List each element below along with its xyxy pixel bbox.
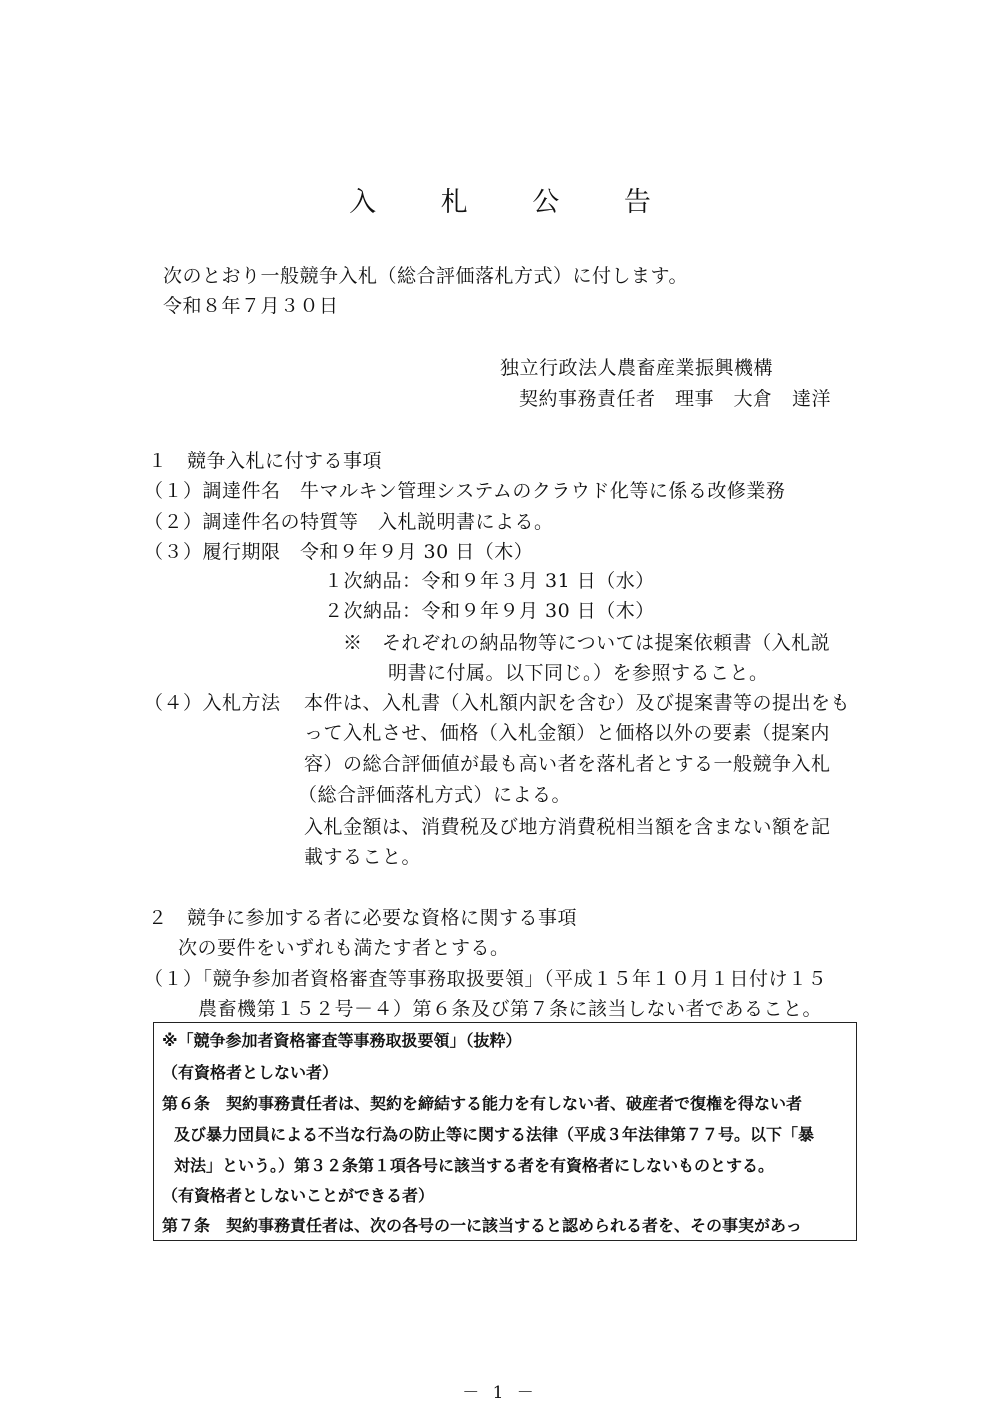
excerpt-article-6-cont-1: 及び暴力団員による不当な行為の防止等に関する法律（平成３年法律第７７号。以下「暴 (174, 1125, 815, 1144)
s1-item-4-line-5: 入札金額は、消費税及び地方消費税相当額を含まない額を記 (304, 816, 831, 838)
excerpt-heading-2: （有資格者としないことができる者） (162, 1186, 435, 1205)
s1-item-4-line-1: 本件は、入札書（入札額内訳を含む）及び提案書等の提出をも (304, 692, 851, 714)
s1-item-4-label: （４）入札方法 (144, 692, 281, 714)
page-title: 入 札 公 告 (349, 187, 679, 218)
excerpt-article-7: 第７条 契約事務責任者は、次の各号の一に該当すると認められる者を、その事実があっ (162, 1216, 802, 1235)
issuer-person: 契約事務責任者 理事 大倉 達洋 (519, 388, 832, 410)
s1-item-4-line-3: 容）の総合評価値が最も高い者を落札者とする一般競争入札 (304, 753, 831, 775)
section-2-heading: ２ 競争に参加する者に必要な資格に関する事項 (148, 907, 578, 929)
s2-item-1-cont: 農畜機第１５２号－４）第６条及び第７条に該当しない者であること。 (198, 998, 823, 1020)
issuer-org: 独立行政法人農畜産業振興機構 (500, 357, 774, 379)
s1-item-4-line-4: （総合評価落札方式）による。 (298, 784, 572, 806)
excerpt-box (153, 1022, 857, 1241)
excerpt-title: ※「競争参加者資格審査等事務取扱要領」（抜粋） (162, 1031, 522, 1050)
intro-text: 次のとおり一般競争入札（総合評価落札方式）に付します。 (163, 265, 688, 287)
s1-item-4-line-2: って入札させ、価格（入札金額）と価格以外の要素（提案内 (304, 722, 830, 744)
excerpt-heading-1: （有資格者としない者） (162, 1063, 339, 1082)
s1-item-3-note-cont: 明書に付属。以下同じ。）を参照すること。 (388, 662, 769, 684)
s2-item-1: （１）「競争参加者資格審査等事務取扱要領」（平成１５年１０月１日付け１５ (144, 968, 828, 990)
issue-date: 令和８年７月３０日 (163, 295, 339, 317)
section-1-heading: １ 競争入札に付する事項 (148, 450, 383, 472)
s2-lead: 次の要件をいずれも満たす者とする。 (178, 937, 510, 959)
s1-item-4-line-6: 載すること。 (304, 846, 422, 868)
excerpt-article-6: 第６条 契約事務責任者は、契約を締結する能力を有しない者、破産者で復権を得ない者 (162, 1094, 803, 1113)
s1-item-3-delivery-2: ２次納品：令和９年９月 30 日（木） (324, 600, 655, 622)
s1-item-1: （１）調達件名 牛マルキン管理システムのクラウド化等に係る改修業務 (144, 480, 786, 502)
s1-item-3-note: ※ それぞれの納品物等については提案依頼書（入札説 (343, 632, 831, 654)
page-number: － 1 － (462, 1383, 538, 1403)
excerpt-article-6-cont-2: 対法」という。）第３２条第１項各号に該当する者を有資格者にしないものとする。 (174, 1156, 775, 1175)
s1-item-3-delivery-1: １次納品：令和９年３月 31 日（水） (324, 570, 655, 592)
s1-item-2: （２）調達件名の特質等 入札説明書による。 (144, 511, 554, 533)
s1-item-3: （３）履行期限 令和９年９月 30 日（木） (144, 541, 534, 563)
